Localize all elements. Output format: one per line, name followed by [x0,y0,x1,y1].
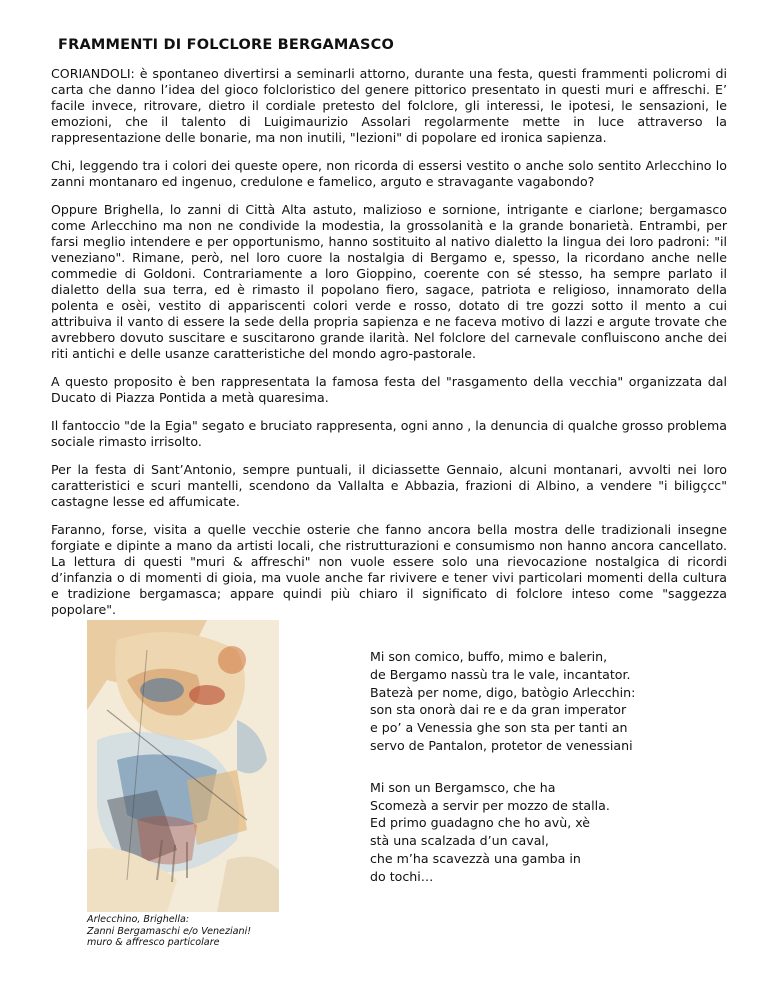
poem-line: Mi son comico, buffo, mimo e balerin, [370,649,608,664]
image-caption [87,914,251,949]
paragraph-brighella: Oppure Brighella, lo zanni di Città Alta astuto, malizioso e sornione, intrigante e ciarlone; bergamasco come Arlecchino ma non ne condivide la modestia, la grossolanità e la grande bonarietà. Entrambi, per farsi meglio intendere e per opportunismo, hanno sostituito al nativo dialetto la lingua dei loro padroni: "il veneziano". Rimane, però, nel loro cuore la nostalgia di Bergamo e, spesso, la ricordano anche nelle commedie di Goldoni. Contrariamente a loro Gioppino, coerente con sé stesso, ha sempre parlato il dialetto della sua terra, ed è rimasto il popolano fiero, sagace, patriota e religioso, innamorato della polenta e osèi, vestito di appariscenti colori verde e rosso, dotato di tre gozzi sotto il mento a cui attribuiva il vanto di essere la sede della propria sapienza e ne faceva motivo di lazzi e argute trovate che avrebbero dovuto suscitare e suscitarono grande ilarità. Nel folclore del carnevale confluiscono anche dei riti antichi e delle usanze caratteristiche del mondo agro-pastorale. [51,202,727,361]
paragraph-santantonio: Per la festa di Sant’Antonio, sempre puntuali, il diciassette Gennaio, alcuni montanari, avvolti nei loro caratteristici e scuri mantelli, scendono da Vallalta e Abbazia, frazioni di Albino, a vendere "i biligçcc" castagne lesse ed affumicate. [51,462,727,509]
caption-line: Zanni Bergamaschi e/o Veneziani! [87,925,252,937]
poem-line: che m’ha scavezzà una gamba in [370,850,581,866]
poem-line: do tochi… [370,868,434,884]
page-title: FRAMMENTI DI FOLCLORE BERGAMASCO [58,37,394,53]
paragraph-arlecchino: Chi, leggendo tra i colori dei queste opere, non ricorda di essersi vestito o anche solo sentito Arlecchino lo zanni montanaro ed ingenuo, credulone e famelico, arguto e stravagante vagabondo? [51,158,727,189]
poem-line: servo de Pantalon, protetor de venessiani [370,737,633,753]
paragraph-vecchia: A questo proposito è ben rappresentata la famosa festa del "rasgamento della vecchia" organizzata dal Ducato di Piazza Pontida a metà quaresima. [51,374,727,405]
poem-line: stà una scalzada d’un caval, [370,833,549,849]
poem-line: son sta onorà dai re e da gran imperator [370,702,627,718]
poem-line: Scomezà a servir per mozzo de stalla. [370,797,610,813]
poem-line: de Bergamo nassù tra le vale, incantator. [370,666,631,682]
poem-stanza-2 [370,779,635,886]
caption-line: Arlecchino, Brighella: [87,914,190,925]
poem-line: Mi son un Bergamsco, che ha [370,779,556,795]
paragraph-osterie: Faranno, forse, visita a quelle vecchie osterie che fanno ancora bella mostra delle tradizionali insegne forgiate e dipinte a mano da artisti locali, che ristrutturazioni e consumismo non hanno ancora cancellato. La lettura di questi "muri & affreschi" non vuole essere solo una rievocazione nostalgica di ricordi d’infanzia o di momenti di gioia, ma vuole anche far rivivere e tener vivi particolari momenti della cultura e tradizione bergamasca; appare quindi più chiaro il significato di folclore inteso come "saggezza popolare". [51,522,727,617]
poem [370,648,635,910]
poem-line: Ed primo guadagno che ho avù, xè [370,815,591,831]
paragraph-intro: CORIANDOLI: è spontaneo divertirsi a seminarli attorno, durante una festa, questi frammenti policromi di carta che danno l’idea del gioco folcloristico del genere pittorico presentato in questi muri e affreschi. E’ facile invece, ritrovare, dietro il cordiale pretesto del folclore, gli interessi, le ipotesi, le sensazioni, le emozioni, che il talento di Luigimaurizio Assolari regolarmente mette in luce attraverso la rappresentazione delle bonarie, ma non inutili, "lezioni" di popolare ed ironica sapienza. [51,66,727,145]
poem-stanza-1 [370,648,635,755]
poem-line: Batezà per nome, digo, batògio Arlecchin: [370,684,636,700]
fresco-image [87,620,279,912]
article-body [51,66,727,630]
caption-line: muro & affresco particolare [87,937,220,948]
paragraph-fantoccio: Il fantoccio "de la Egia" segato e bruciato rappresenta, ogni anno , la denuncia di qualche grosso problema sociale rimasto irrisolto. [51,418,727,449]
poem-line: e po’ a Venessia ghe son sta per tanti an [370,720,628,736]
